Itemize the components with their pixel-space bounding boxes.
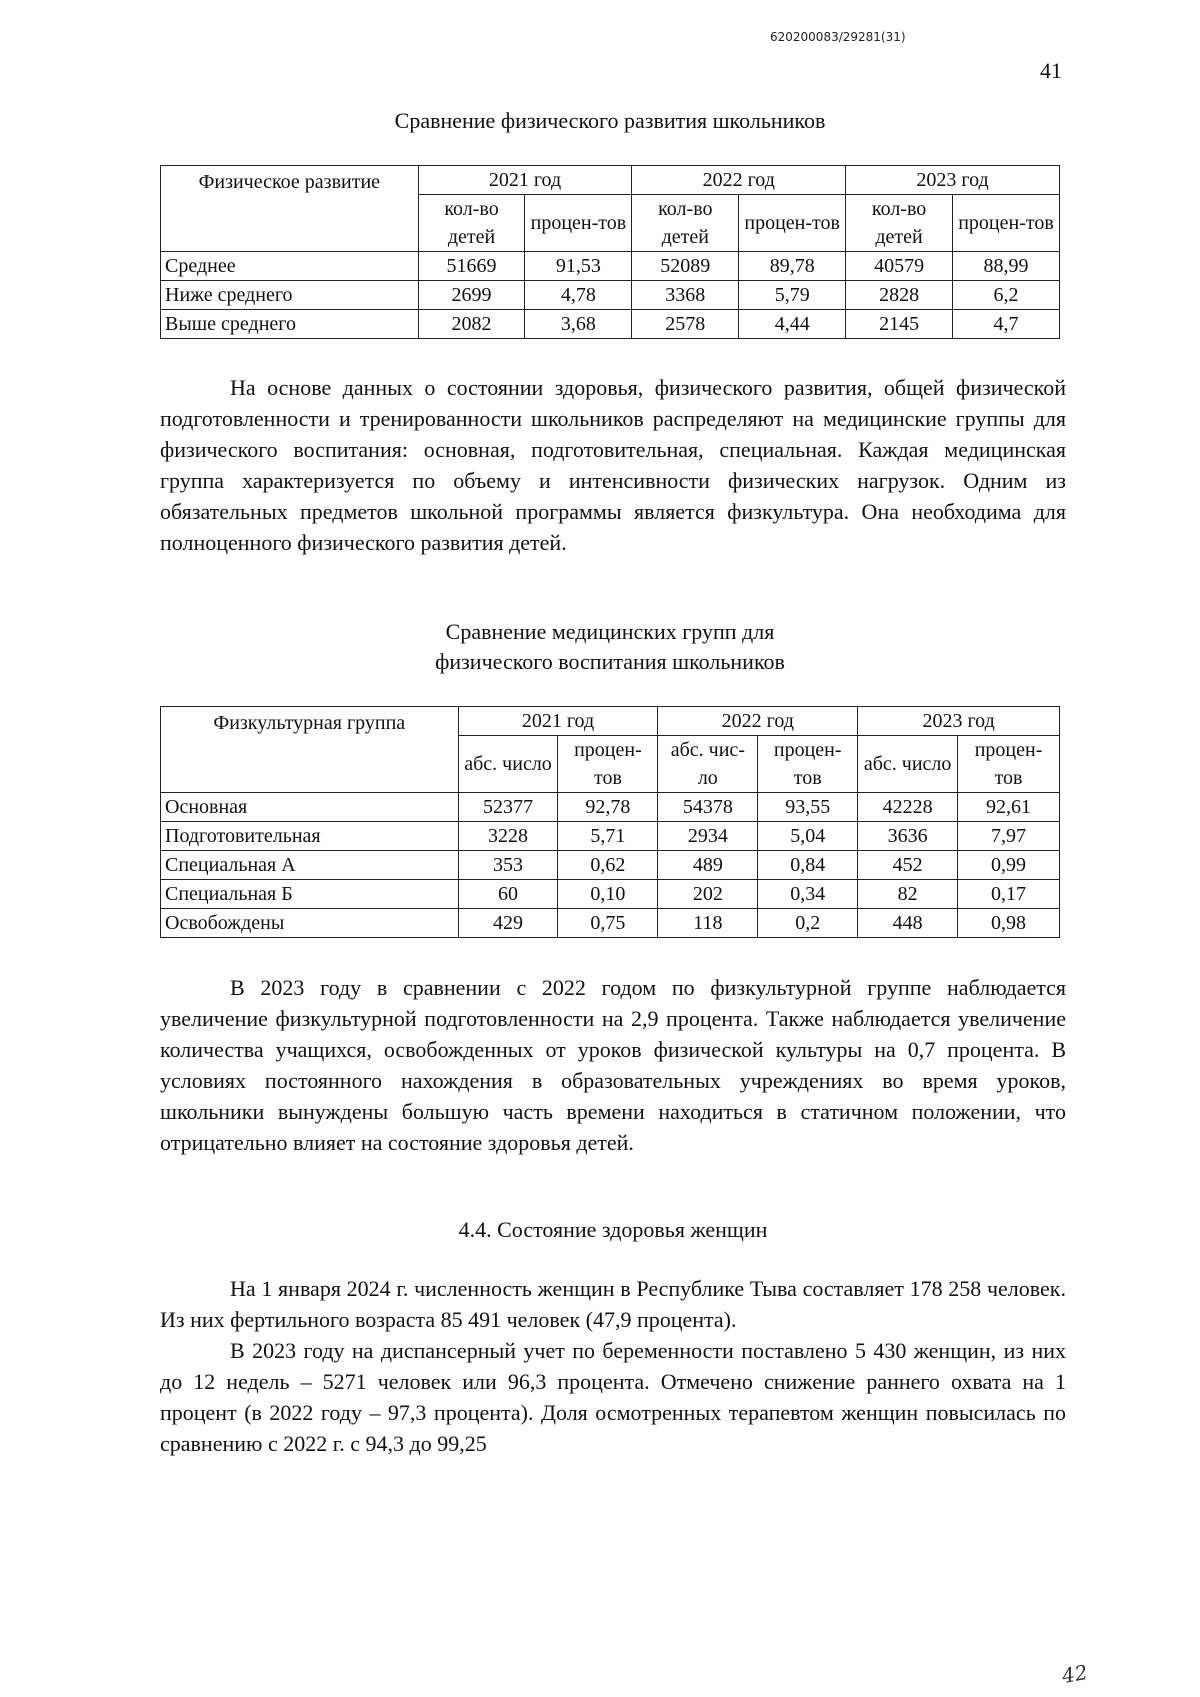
table-cell: 93,55 — [758, 793, 858, 822]
table-cell: 3,68 — [525, 310, 632, 339]
paragraph-4: В 2023 году на диспансерный учет по беременности поставлено 5 430 женщин, из них до 12 недель – 5271 человек или 96,3 процента. Отмечено снижение раннего охвата на 1 процент (в 2022 году – 97,3 процента). Доля осмотренных терапевтом женщин повысилась по сравнению с 2022 г. с 94,3 до 99,25 — [160, 1338, 1066, 1456]
row-label: Подготовительная — [161, 822, 459, 851]
table-cell: 429 — [458, 909, 558, 938]
row-label: Среднее — [161, 252, 419, 281]
table-cell: 3228 — [458, 822, 558, 851]
table-cell: 202 — [658, 880, 758, 909]
table-cell: 452 — [858, 851, 958, 880]
table-cell: 2082 — [418, 310, 525, 339]
table-cell: 0,34 — [758, 880, 858, 909]
table1-subheader-percent: процен-тов — [953, 195, 1060, 252]
table1-subheader-count: кол-во детей — [418, 195, 525, 252]
table1-subheader-count: кол-во детей — [846, 195, 953, 252]
table-cell: 5,04 — [758, 822, 858, 851]
table-cell: 52377 — [458, 793, 558, 822]
page-number: 41 — [1040, 58, 1062, 83]
table-cell: 51669 — [418, 252, 525, 281]
table2-subheader-percent: процен-тов — [758, 736, 858, 793]
table1-column-header: Физическое развитие — [161, 166, 419, 252]
table2-subheader-absolute: абс. число — [858, 736, 958, 793]
document-id: 620200083/29281(31) — [770, 30, 906, 44]
table-row — [161, 822, 1060, 851]
table-cell: 0,17 — [958, 880, 1060, 909]
table-cell: 52089 — [632, 252, 739, 281]
table-cell: 0,62 — [558, 851, 658, 880]
table-row — [161, 880, 1060, 909]
table2-year-header: 2022 год — [658, 707, 858, 736]
table2-year-header: 2023 год — [858, 707, 1060, 736]
physical-development-table — [160, 165, 1060, 339]
table-cell: 2828 — [846, 281, 953, 310]
table-cell: 2934 — [658, 822, 758, 851]
table-row — [161, 310, 1060, 339]
table1-subheader-count: кол-во детей — [632, 195, 739, 252]
table-cell: 0,84 — [758, 851, 858, 880]
table-cell: 92,61 — [958, 793, 1060, 822]
table-cell: 91,53 — [525, 252, 632, 281]
table1-subheader-percent: процен-тов — [739, 195, 846, 252]
paragraph-1: На основе данных о состоянии здоровья, физического развития, общей физической подготовленности и тренированности школьников распределяют на медицинские группы для физического воспитания: основная, подготовительная, специальная. Каждая медицинская группа характеризуется по объему и интенсивности физических нагрузок. Одним из обязательных предметов школьной программы является физкультура. Она необходима для полноценного физического развития детей. — [160, 375, 1066, 555]
table-cell: 89,78 — [739, 252, 846, 281]
table-cell: 5,79 — [739, 281, 846, 310]
table-cell: 3368 — [632, 281, 739, 310]
table2-title-line1: Сравнение медицинских групп для — [445, 619, 775, 644]
table-cell: 0,98 — [958, 909, 1060, 938]
row-label: Специальная Б — [161, 880, 459, 909]
table-row — [161, 252, 1060, 281]
table2-column-header: Физкультурная группа — [161, 707, 459, 793]
table-cell: 4,7 — [953, 310, 1060, 339]
table-row — [161, 281, 1060, 310]
row-label: Специальная А — [161, 851, 459, 880]
table-cell: 0,75 — [558, 909, 658, 938]
table-cell: 6,2 — [953, 281, 1060, 310]
table1-subheader-percent: процен-тов — [525, 195, 632, 252]
table-cell: 4,78 — [525, 281, 632, 310]
table-cell: 0,99 — [958, 851, 1060, 880]
table1-year-header: 2023 год — [846, 166, 1060, 195]
table-row — [161, 793, 1060, 822]
table-cell: 82 — [858, 880, 958, 909]
table-cell: 4,44 — [739, 310, 846, 339]
row-label: Выше среднего — [161, 310, 419, 339]
medical-groups-table — [160, 706, 1060, 938]
handwritten-page-mark: 42 — [1060, 1659, 1090, 1689]
table-cell: 88,99 — [953, 252, 1060, 281]
paragraph-2: В 2023 году в сравнении с 2022 годом по физкультурной группе наблюдается увеличение физкультурной подготовленности на 2,9 процента. Также наблюдается увеличение количества учащихся, освобожденных от уроков физической культуры на 0,7 процента. В условиях постоянного нахождения в образовательных учреждениях во время уроков, школьники вынуждены большую часть времени находиться в статичном положении, что отрицательно влияет на состояние здоровья детей. — [160, 975, 1066, 1155]
row-label: Основная — [161, 793, 459, 822]
table2-year-header: 2021 год — [458, 707, 658, 736]
table-cell: 353 — [458, 851, 558, 880]
table-cell: 5,71 — [558, 822, 658, 851]
table-cell: 0,10 — [558, 880, 658, 909]
section-title: 4.4. Состояние здоровья женщин — [458, 1217, 768, 1242]
table-cell: 54378 — [658, 793, 758, 822]
table-cell: 118 — [658, 909, 758, 938]
table-cell: 2699 — [418, 281, 525, 310]
table1-year-header: 2021 год — [418, 166, 632, 195]
table-cell: 92,78 — [558, 793, 658, 822]
table-cell: 2578 — [632, 310, 739, 339]
table-row — [161, 851, 1060, 880]
table-cell: 448 — [858, 909, 958, 938]
row-label: Освобождены — [161, 909, 459, 938]
paragraph-3: На 1 января 2024 г. численность женщин в Республике Тыва составляет 178 258 человек. Из них фертильного возраста 85 491 человек (47,9 процента). — [160, 1276, 1066, 1332]
table2-subheader-absolute: абс. чис-ло — [658, 736, 758, 793]
table-cell: 2145 — [846, 310, 953, 339]
table2-title-line2: физического воспитания школьников — [435, 649, 785, 674]
table-row — [161, 909, 1060, 938]
table-cell: 3636 — [858, 822, 958, 851]
table-cell: 42228 — [858, 793, 958, 822]
table-cell: 489 — [658, 851, 758, 880]
row-label: Ниже среднего — [161, 281, 419, 310]
table2-subheader-absolute: абс. число — [458, 736, 558, 793]
table1-year-header: 2022 год — [632, 166, 846, 195]
table-cell: 40579 — [846, 252, 953, 281]
table-cell: 60 — [458, 880, 558, 909]
table-cell: 0,2 — [758, 909, 858, 938]
table1-title: Сравнение физического развития школьников — [394, 108, 826, 133]
table2-subheader-percent: процен-тов — [958, 736, 1060, 793]
table2-subheader-percent: процен-тов — [558, 736, 658, 793]
table-cell: 7,97 — [958, 822, 1060, 851]
